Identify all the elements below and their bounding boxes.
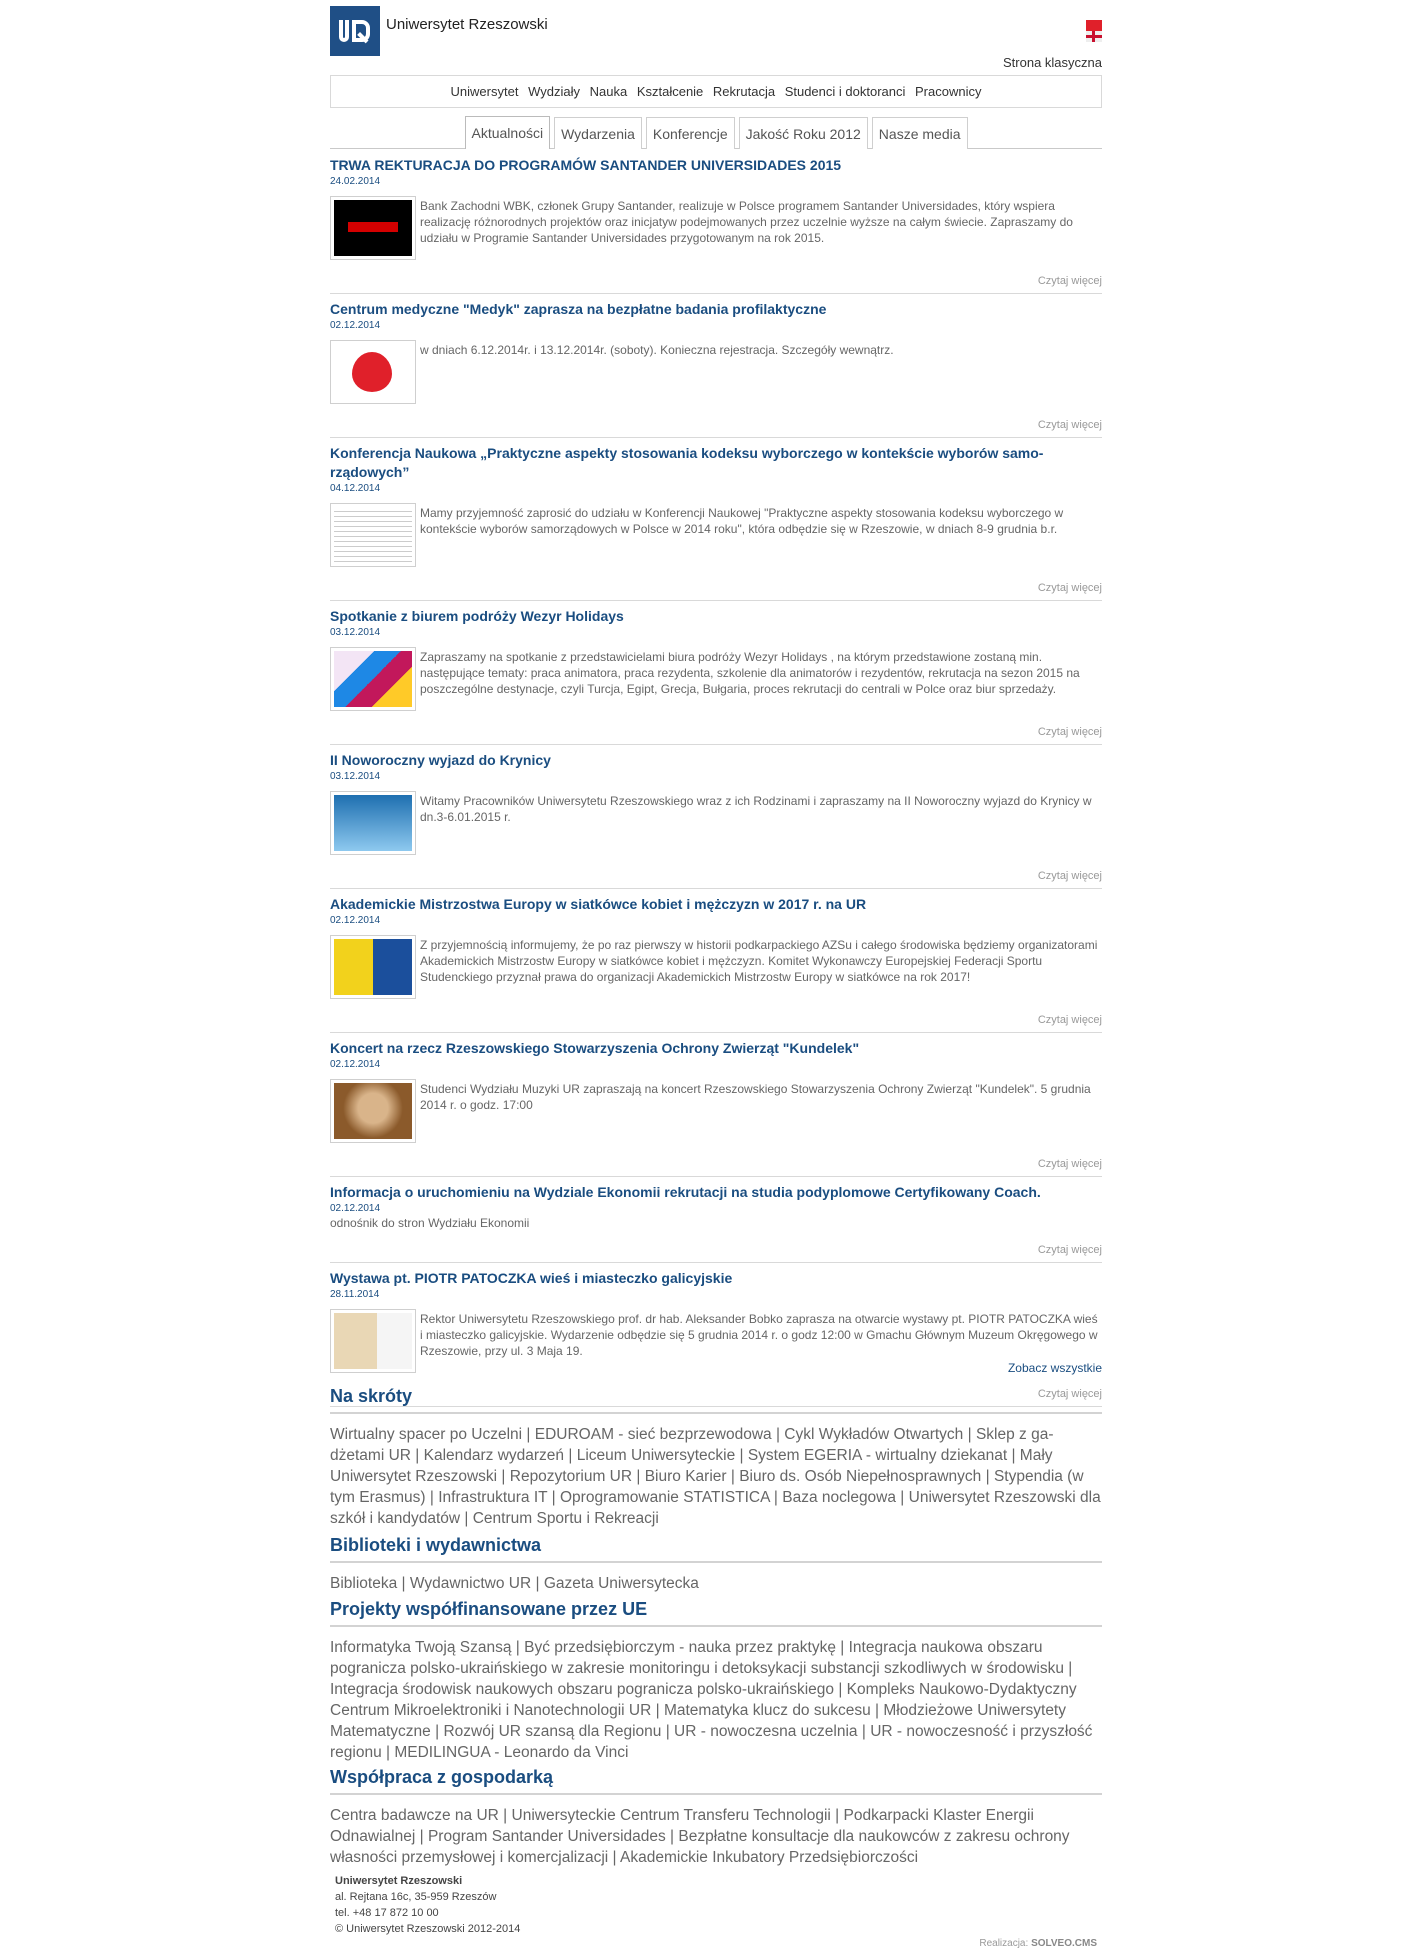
news-title[interactable]: Konferencja Naukowa „Praktyczne aspekty stosowania kodeksu wyborczego w kontekście wyborów samorządowych”	[330, 445, 1044, 480]
section-link[interactable]: Infrastruktura IT	[438, 1489, 548, 1506]
section-link[interactable]: Kompleks Naukowo-Dydaktyczny Centrum Mikroelektroniki i Nanotechnologii UR	[330, 1681, 1077, 1719]
news-date: 02.12.2014	[330, 1203, 381, 1214]
link-separator: |	[498, 1807, 512, 1824]
footer	[335, 1873, 520, 1937]
section-link[interactable]: Być przedsiębiorczym - nauka przez praktykę	[524, 1639, 836, 1656]
santander-image	[334, 200, 412, 256]
library-links	[330, 1573, 1102, 1594]
news-item	[330, 156, 1102, 294]
news-item	[330, 607, 1102, 745]
see-all-link[interactable]: Zobacz wszystkie	[1007, 1361, 1102, 1375]
news-thumbnail[interactable]	[330, 935, 416, 999]
news-text: w dniach 6.12.2014r. i 13.12.2014r. (soboty). Konieczna rejestracja. Szczegóły wewnątrz.	[420, 343, 894, 357]
nav-pracownicy[interactable]: Pracownicy	[915, 84, 982, 99]
section-link[interactable]: Akademickie Inkubatory Przedsiębiorczości	[620, 1849, 919, 1866]
krynica-poster-image	[334, 795, 412, 851]
link-separator: |	[963, 1426, 976, 1443]
section-link[interactable]: Biuro Karier	[644, 1468, 727, 1485]
link-separator: |	[547, 1489, 560, 1506]
shortcuts-section	[330, 1384, 1102, 1529]
news-item	[330, 300, 1102, 438]
section-link[interactable]: Sklep z gadżetami UR	[330, 1426, 1054, 1464]
news-thumbnail[interactable]	[330, 503, 416, 567]
section-link[interactable]: Kalendarz wydarzeń	[423, 1447, 565, 1464]
news-tabs	[330, 116, 1102, 149]
flag-bottom	[1086, 31, 1102, 42]
news-title[interactable]: Koncert na rzecz Rzeszowskiego Stowarzyszenia Ochrony Zwierząt "Kundelek"	[330, 1040, 860, 1056]
news-date: 03.12.2014	[330, 627, 381, 638]
news-thumbnail[interactable]	[330, 1309, 416, 1373]
travel-collage-image	[334, 651, 412, 707]
medyk-image	[334, 344, 412, 400]
news-item	[330, 751, 1102, 889]
read-more-link[interactable]: Czytaj więcej	[1037, 870, 1102, 882]
tab-aktualnosci[interactable]: Aktualności	[465, 116, 551, 149]
section-link[interactable]: Centra badawcze na UR	[330, 1807, 499, 1824]
footer-copyright: © Uniwersytet Rzeszowski 2012-2014	[335, 1923, 521, 1935]
news-list	[330, 150, 1102, 1407]
footer-phone: tel. +48 17 872 10 00	[335, 1907, 439, 1919]
link-separator: |	[425, 1489, 439, 1506]
news-text: Rektor Uniwersytetu Rzeszowskiego prof. dr hab. Aleksander Bobko zaprasza na otwarcie wystawy pt. PIOTR PATOCZKA wieś i miasteczko galicyjskie. Wydarzenie odbędzie się 5 grudnia 2014 r. o godz 12:00 w Gmachu Głównym Muzeum Okręgowego w Rzeszowie, przy ul. 3 Maja 19.	[420, 1312, 1098, 1358]
news-thumbnail[interactable]	[330, 647, 416, 711]
news-thumbnail[interactable]	[330, 791, 416, 855]
tab-jakosc[interactable]: Jakość Roku 2012	[739, 117, 868, 149]
link-separator: |	[661, 1723, 675, 1740]
news-text: odnośnik do stron Wydziału Ekonomii	[330, 1216, 530, 1230]
news-date: 28.11.2014	[330, 1289, 380, 1300]
news-title[interactable]: Akademickie Mistrzostwa Europy w siatkówce kobiet i mężczyzn w 2017 r. na UR	[330, 896, 867, 912]
tab-wydarzenia[interactable]: Wydarzenia	[554, 117, 642, 149]
link-separator: |	[651, 1702, 664, 1719]
link-separator: |	[835, 1639, 849, 1656]
link-separator: |	[608, 1849, 621, 1866]
link-separator: |	[870, 1702, 884, 1719]
news-title[interactable]: Centrum medyczne "Medyk" zaprasza na bezpłatne badania profilaktyczne	[330, 301, 827, 317]
read-more-link[interactable]: Czytaj więcej	[1037, 1014, 1102, 1026]
document-image	[334, 507, 412, 563]
link-separator: |	[522, 1426, 535, 1443]
news-text: Witamy Pracowników Uniwersytetu Rzeszowskiego wraz z ich Rodzinami i zapraszamy na II Noworoczny wyjazd do Krynicy w dn.3-6.01.2015 r.	[420, 794, 1092, 824]
nav-uniwersytet[interactable]: Uniwersytet	[450, 84, 519, 99]
section-link[interactable]: MEDILINGUA - Leonardo da Vinci	[394, 1744, 629, 1761]
link-separator: |	[415, 1828, 428, 1845]
section-link[interactable]: Podkarpacki Klaster Energii Odnawialnej	[330, 1807, 1034, 1845]
business-section	[330, 1765, 1102, 1868]
link-separator: |	[735, 1447, 748, 1464]
nav-ksztalcenie[interactable]: Kształcenie	[636, 84, 704, 99]
section-link[interactable]: Program Santander Universidades	[427, 1828, 666, 1845]
news-title[interactable]: II Noworoczny wyjazd do Krynicy	[330, 752, 551, 768]
link-separator: |	[771, 1426, 785, 1443]
link-separator: |	[497, 1468, 510, 1485]
read-more-link[interactable]: Czytaj więcej	[1037, 1158, 1102, 1170]
section-link[interactable]: Mały Uniwersytet Rzeszowski	[330, 1447, 1053, 1485]
read-more-link[interactable]: Czytaj więcej	[1037, 726, 1102, 738]
nav-wydzialy[interactable]: Wydziały	[528, 84, 580, 99]
read-more-link[interactable]: Czytaj więcej	[1037, 419, 1102, 431]
link-separator: |	[981, 1468, 994, 1485]
ur-logo[interactable]	[330, 6, 380, 56]
link-separator: |	[1007, 1447, 1020, 1464]
link-separator: |	[381, 1744, 395, 1761]
news-date: 24.02.2014	[330, 176, 381, 187]
news-date: 02.12.2014	[330, 1059, 381, 1070]
eu-projects-section	[330, 1597, 1102, 1763]
link-separator: |	[564, 1447, 577, 1464]
section-link[interactable]: System EGERIA - wirtualny dziekanat	[747, 1447, 1008, 1464]
news-date: 02.12.2014	[330, 320, 381, 331]
logo-u-shape	[339, 20, 349, 42]
link-separator: |	[531, 1575, 544, 1592]
section-link[interactable]: Integracja naukowa obszaru pogranicza polsko-ukraińskiego w zakresie monitoringu i detoksykacji substancji szkodliwych w środowisku	[330, 1639, 1064, 1677]
section-link[interactable]: Oprogramowanie STATISTICA	[560, 1489, 770, 1506]
classic-site-link[interactable]: Strona klasyczna	[1003, 55, 1102, 70]
section-title: Biblioteki i wydawnictwa	[330, 1533, 1102, 1563]
section-link[interactable]: Integracja środowisk naukowych obszaru pogranicza polsko-ukraińskiego	[330, 1681, 835, 1698]
eu-project-links	[330, 1637, 1102, 1763]
credit-link[interactable]: SOLVEO.CMS	[1031, 1938, 1097, 1949]
news-item	[330, 444, 1102, 601]
news-title[interactable]: Informacja o uruchomieniu na Wydziale Ekonomii rekrutacji na studia podyplomowe Certyfikowany Coach.	[330, 1184, 1041, 1200]
tab-konferencje[interactable]: Konferencje	[646, 117, 735, 149]
link-separator: |	[460, 1510, 473, 1527]
link-separator: |	[857, 1723, 871, 1740]
section-link[interactable]: Stypendia (w tym Erasmus)	[330, 1468, 1084, 1506]
top-navigation	[330, 75, 1102, 108]
link-separator: |	[834, 1681, 847, 1698]
link-separator: |	[896, 1489, 909, 1506]
read-more-link[interactable]: Czytaj więcej	[1037, 582, 1102, 594]
section-link[interactable]: Biblioteka	[330, 1575, 398, 1592]
news-text: Zapraszamy na spotkanie z przedstawicielami biura podróży Wezyr Holidays , na którym przedstawione zostaną min. następujące tematy: praca animatora, praca rezydenta, szkolenie dla animatorów i rezydentów, rekrutacja na sezon 2015 na poszczególne destynacje, czyli Turcja, Egipt, Grecja, Bułgaria, proces rekrutacji do centrali w Polce oraz biur sprzedaży.	[420, 650, 1080, 696]
read-more-link[interactable]: Czytaj więcej	[1037, 1388, 1102, 1400]
heart-icon	[352, 352, 392, 392]
news-item	[330, 1039, 1102, 1177]
section-link[interactable]: Wydawnictwo UR	[409, 1575, 532, 1592]
read-more-link[interactable]: Czytaj więcej	[1037, 1244, 1102, 1256]
news-date: 04.12.2014	[330, 483, 381, 494]
link-separator: |	[410, 1447, 424, 1464]
nav-rekrutacja[interactable]: Rekrutacja	[712, 84, 776, 99]
link-separator: |	[430, 1723, 444, 1740]
link-separator: |	[726, 1468, 740, 1485]
news-title[interactable]: TRWA REKTURACJA DO PROGRAMÓW SANTANDER UNIVERSIDADES 2015	[330, 157, 842, 173]
section-title: Na skróty	[330, 1384, 1102, 1414]
section-link[interactable]: Informatyka Twoją Szansą	[330, 1639, 512, 1656]
link-separator: |	[830, 1807, 844, 1824]
link-separator: |	[397, 1575, 410, 1592]
section-link[interactable]: Uniwersyteckie Centrum Transferu Technologii	[511, 1807, 831, 1824]
news-date: 02.12.2014	[330, 915, 381, 926]
news-text: Z przyjemnością informujemy, że po raz pierwszy w historii podkarpackiego AZSu i całego środowiska będziemy organizatorami Akademickich Mistrzostw Europy w siatkówce kobiet i mężczyzn. Komitet Wykonawczy Europejskiej Federacji Sportu Studenckiego przyznał prawa do organizacji Akademickich Mistrzostw Europy w siatkówce na rok 2017!	[420, 938, 1098, 984]
uk-flag-icon[interactable]	[1086, 20, 1102, 42]
credit	[979, 1938, 1097, 1949]
section-link[interactable]: Rozwój UR szansą dla Regionu	[443, 1723, 662, 1740]
volleyball-poster-image	[334, 939, 412, 995]
business-links	[330, 1805, 1102, 1868]
section-link[interactable]: UR - nowoczesna uczelnia	[674, 1723, 858, 1740]
section-title: Projekty współfinansowane przez UE	[330, 1597, 1102, 1627]
tab-media[interactable]: Nasze media	[872, 117, 968, 149]
section-link[interactable]: Wirtualny spacer po Uczelni	[330, 1426, 523, 1443]
santander-logo	[348, 222, 398, 232]
section-link[interactable]: Bezpłatne konsultacje dla naukowców z zakresu ochrony własności przemysłowej i komercjalizacji	[330, 1828, 1070, 1866]
section-link[interactable]: Repozytorium UR	[509, 1468, 633, 1485]
link-separator: |	[632, 1468, 645, 1485]
nav-nauka[interactable]: Nauka	[589, 84, 628, 99]
news-date: 03.12.2014	[330, 771, 381, 782]
section-link[interactable]: Cykl Wykładów Otwartych	[784, 1426, 964, 1443]
section-link[interactable]: Uniwersytet Rzeszowski dla szkół i kandydatów	[330, 1489, 1101, 1527]
nav-studenci[interactable]: Studenci i doktoranci	[784, 84, 906, 99]
news-thumbnail[interactable]	[330, 196, 416, 260]
news-title[interactable]: Wystawa pt. PIOTR PATOCZKA wieś i miasteczko galicyjskie	[330, 1270, 733, 1286]
read-more-link[interactable]: Czytaj więcej	[1037, 275, 1102, 287]
credit-label: Realizacja:	[979, 1938, 1029, 1949]
section-link[interactable]: EDUROAM - sieć bezprzewodowa	[534, 1426, 772, 1443]
section-title: Współpraca z gospodarką	[330, 1765, 1102, 1795]
flag-top	[1086, 20, 1102, 31]
dog-photo-image	[334, 1083, 412, 1139]
link-separator: |	[665, 1828, 679, 1845]
news-text: Studenci Wydziału Muzyki UR zapraszają na koncert Rzeszowskiego Stowarzyszenia Ochrony Zwierząt "Kundelek". 5 grudnia 2014 r. o godz. 17:00	[420, 1082, 1091, 1112]
link-separator: |	[511, 1639, 525, 1656]
university-name[interactable]: Uniwersytet Rzeszowski	[386, 16, 548, 33]
news-text: Bank Zachodni WBK, członek Grupy Santander, realizuje w Polsce programem Santander Universidades, który wspiera realizację różnorodnych projektów oraz inicjatyw podejmowanych przez uczelnie wyższe na całym świecie. Zapraszamy do udziału w Programie Santander Universidades przygotowanym na rok 2015.	[420, 199, 1073, 245]
news-title[interactable]: Spotkanie z biurem podróży Wezyr Holidays	[330, 608, 624, 624]
link-separator: |	[1064, 1660, 1073, 1677]
libraries-section	[330, 1533, 1102, 1594]
footer-name: Uniwersytet Rzeszowski	[335, 1875, 463, 1887]
news-thumbnail[interactable]	[330, 340, 416, 404]
section-link[interactable]: Matematyka klucz do sukcesu	[663, 1702, 871, 1719]
link-separator: |	[769, 1489, 783, 1506]
exhibition-poster-image	[334, 1313, 412, 1369]
section-link[interactable]: Baza noclegowa	[782, 1489, 896, 1506]
footer-address: al. Rejtana 16c, 35-959 Rzeszów	[335, 1891, 497, 1903]
section-link[interactable]: Młodzieżowe Uniwersytety Matematyczne	[330, 1702, 1066, 1740]
news-text: Mamy przyjemność zaprosić do udziału w Konferencji Naukowej "Praktyczne aspekty stosowania kodeksu wyborczego w kontekście wyborów samorządowych w Polsce w 2014 roku", która odbędzie się w Rzeszowie, w dniach 8-9 grudnia b.r.	[420, 506, 1064, 536]
section-link[interactable]: Biuro ds. Osób Niepełnosprawnych	[739, 1468, 982, 1485]
section-link[interactable]: Gazeta Uniwersytecka	[543, 1575, 699, 1592]
section-link[interactable]: Centrum Sportu i Rekreacji	[472, 1510, 659, 1527]
news-item	[330, 1183, 1102, 1263]
shortcut-links	[330, 1424, 1102, 1529]
news-item	[330, 895, 1102, 1033]
section-link[interactable]: Liceum Uniwersyteckie	[576, 1447, 736, 1464]
section-link[interactable]: UR - nowoczesność i przyszłość regionu	[330, 1723, 1093, 1761]
news-thumbnail[interactable]	[330, 1079, 416, 1143]
